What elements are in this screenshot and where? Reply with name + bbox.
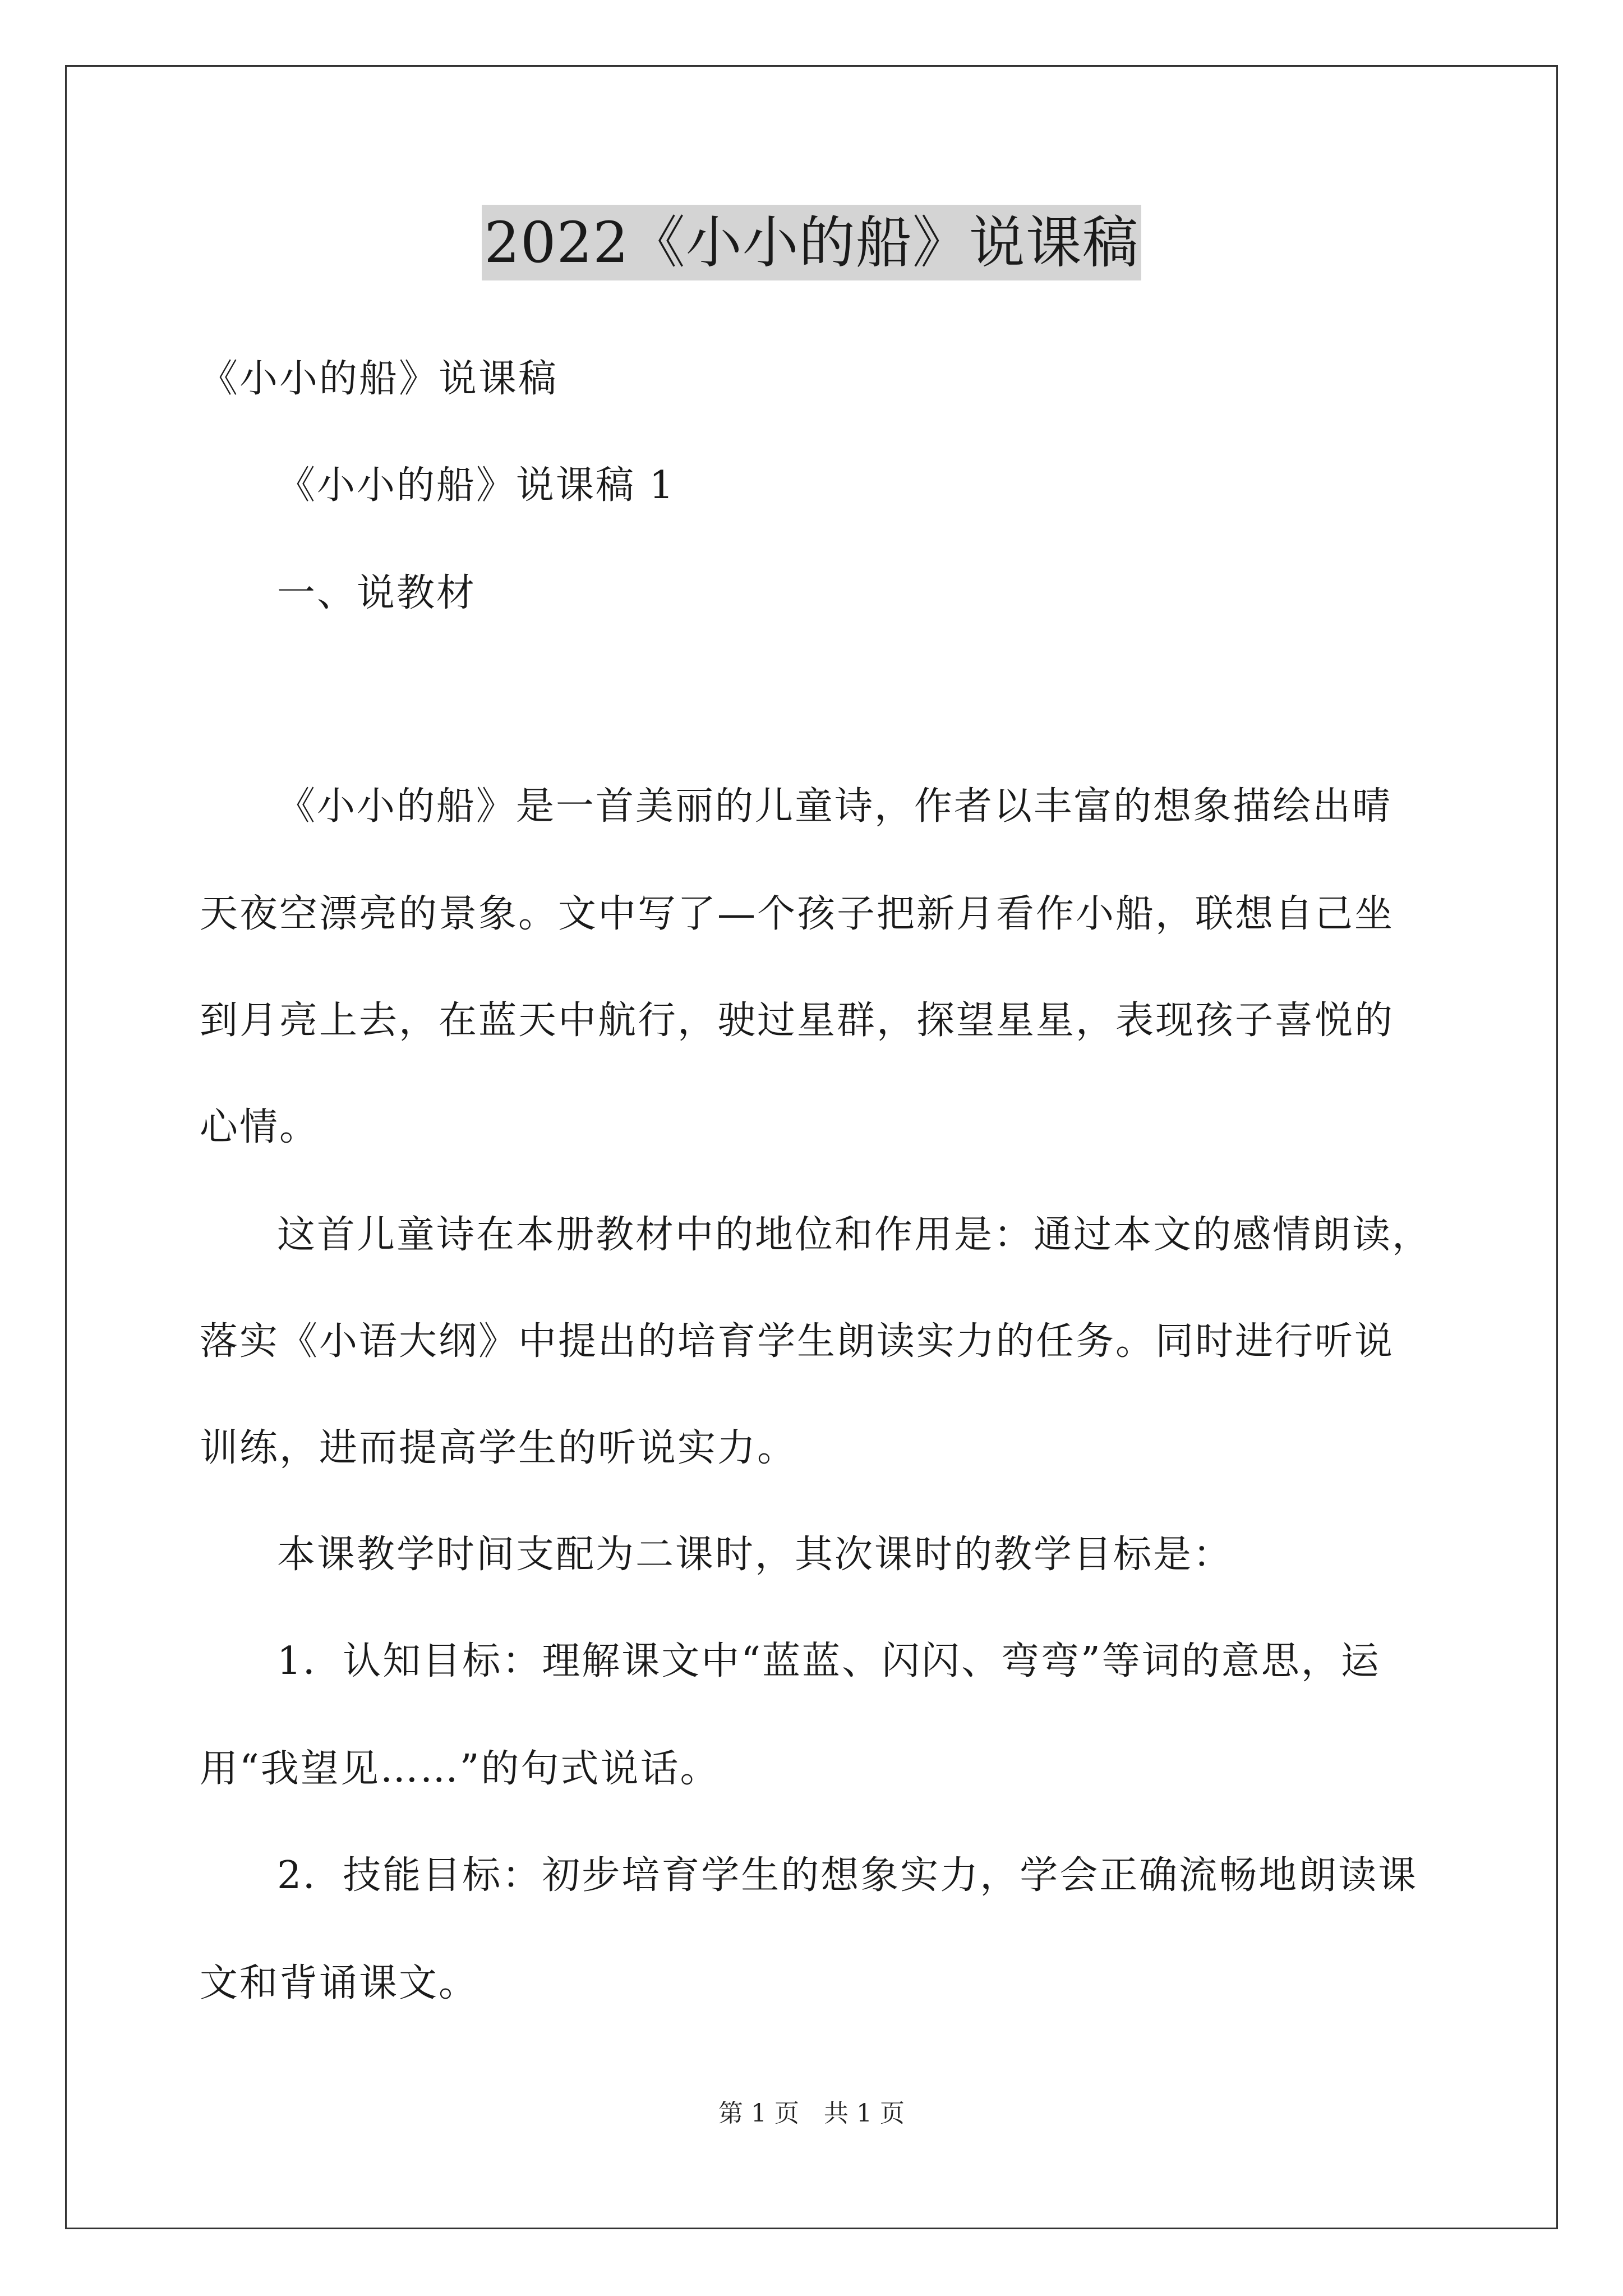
paragraph-line: 1．认知目标：理解课文中“蓝蓝、闪闪、弯弯”等词的意思，运 — [277, 1639, 1381, 1683]
section-heading: 《小小的船》说课稿 1 — [277, 463, 675, 508]
page-footer: 第 1 页 共 1 页 — [718, 2099, 905, 2128]
paragraph-line: 心情。 — [200, 1105, 320, 1149]
paragraph-line: 2．技能目标：初步培育学生的想象实力，学会正确流畅地朗读课 — [277, 1853, 1418, 1898]
paragraph-line: 用“我望见……”的句式说话。 — [200, 1747, 720, 1791]
title-block — [0, 205, 1623, 280]
paragraph-line: 《小小的船》是一首美丽的儿童诗，作者以丰富的想象描绘出晴 — [277, 784, 1393, 829]
subtitle: 《小小的船》说课稿 — [200, 357, 559, 401]
paragraph-line: 天夜空漂亮的景象。文中写了—个孩子把新月看作小船，联想自己坐 — [200, 892, 1395, 936]
document-title: 2022《小小的船》说课稿 — [482, 205, 1141, 280]
part-heading: 一、说教材 — [277, 571, 477, 615]
paragraph-line: 本课教学时间支配为二课时，其次课时的教学目标是： — [277, 1533, 1233, 1577]
paragraph-line: 训练，进而提高学生的听说实力。 — [200, 1426, 797, 1470]
paragraph-line: 文和背诵课文。 — [200, 1961, 479, 2005]
paragraph-line: 落实《小语大纲》中提出的培育学生朗读实力的任务。同时进行听说 — [200, 1319, 1395, 1364]
paragraph-line: 这首儿童诗在本册教材中的地位和作用是：通过本文的感情朗读， — [277, 1213, 1432, 1257]
paragraph-line: 到月亮上去，在蓝天中航行，驶过星群，探望星星，表现孩子喜悦的 — [200, 999, 1395, 1043]
